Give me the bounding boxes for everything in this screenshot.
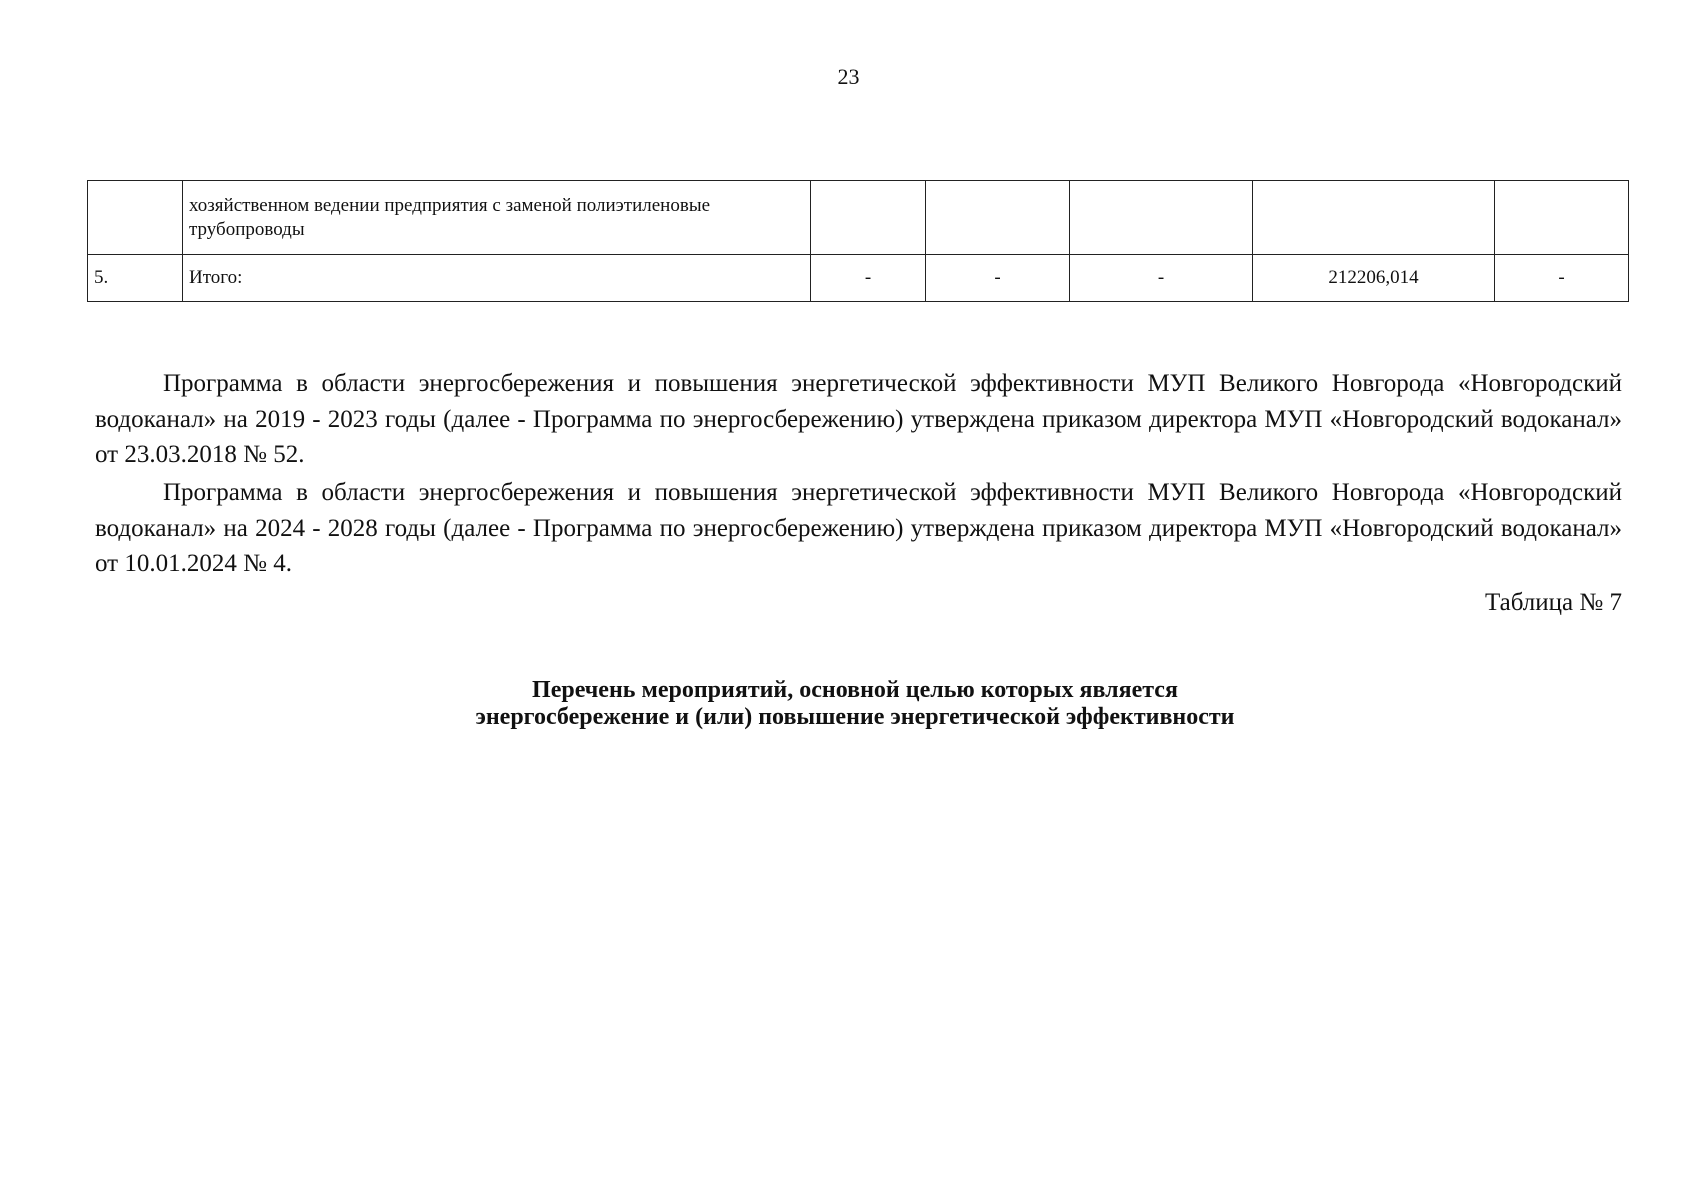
section-title: [0, 677, 1697, 731]
description-cell: хозяйственном ведении предприятия с заменой полиэтиленовые трубопроводы: [183, 181, 811, 255]
value-cell: [1495, 181, 1629, 255]
value-cell: -: [1495, 255, 1629, 302]
value-cell: -: [811, 255, 926, 302]
table-caption: Таблица № 7: [1484, 589, 1622, 616]
value-cell: [926, 181, 1070, 255]
value-cell: -: [926, 255, 1070, 302]
page-number: 23: [837, 64, 860, 89]
total-value-cell: 212206,014: [1253, 255, 1495, 302]
table-row: [88, 255, 1629, 302]
description-cell: Итого:: [183, 255, 811, 302]
row-number-cell: [88, 181, 183, 255]
row-number-cell: 5.: [88, 255, 183, 302]
value-cell: -: [1070, 255, 1253, 302]
value-cell: [1070, 181, 1253, 255]
continuation-table: [87, 180, 1629, 302]
table-row: [88, 181, 1629, 255]
value-cell: [811, 181, 926, 255]
paragraph-program-2024-2028: Программа в области энергосбережения и повышения энергетической эффективности МУП Великого Новгорода «Новгородский водоканал» на 2024 - 2028 годы (далее - Программа по энергосбережению) утверждена приказом директора МУП «Новгородский водоканал» от 10.01.2024 № 4.: [95, 479, 1622, 577]
paragraph-program-2019-2023: Программа в области энергосбережения и повышения энергетической эффективности МУП Великого Новгорода «Новгородский водоканал» на 2019 - 2023 годы (далее - Программа по энергосбережению) утверждена приказом директора МУП «Новгородский водоканал» от 23.03.2018 № 52.: [95, 370, 1622, 468]
value-cell: [1253, 181, 1495, 255]
section-title-line-1: Перечень мероприятий, основной целью которых является: [532, 677, 1178, 703]
section-title-line-2: энергосбережение и (или) повышение энергетической эффективности: [475, 704, 1235, 730]
